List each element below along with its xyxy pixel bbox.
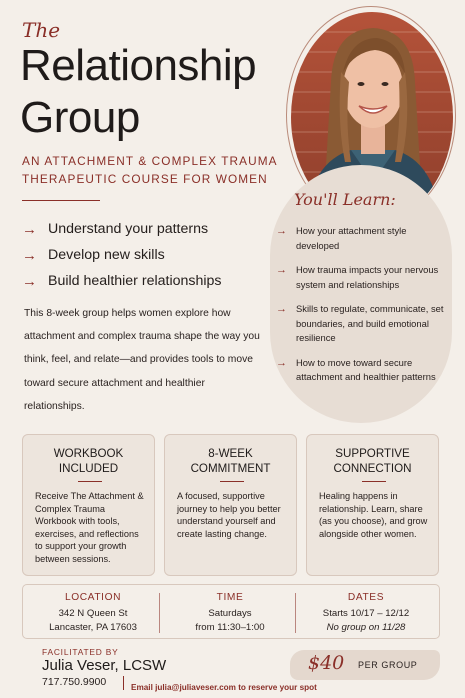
info-dates	[301, 591, 431, 635]
info-line: Starts 10/17 – 12/12	[322, 608, 410, 619]
benefit-list	[22, 216, 222, 294]
learn-item	[276, 356, 446, 385]
info-heading: LOCATION	[64, 592, 122, 603]
info-time	[165, 591, 295, 635]
card-title-line: WORKBOOK	[53, 447, 124, 460]
arrow-right-icon: →	[22, 272, 37, 290]
facilitator-phone[interactable]: 717.750.9900	[42, 676, 107, 688]
arrow-right-icon: →	[276, 225, 287, 237]
card-title	[23, 446, 154, 476]
subtitle: AN ATTACHMENT & COMPLEX TRAUMA THERAPEUTIC COURSE FOR WOMEN	[22, 154, 277, 186]
info-line: from 11:30–1:00	[195, 622, 265, 633]
benefit-item	[22, 268, 222, 294]
info-line: 342 N Queen St	[58, 608, 128, 619]
title-group: Group	[20, 93, 140, 142]
learn-item	[276, 302, 446, 346]
footer-divider	[123, 676, 124, 690]
title-script-the: The	[22, 18, 61, 42]
arrow-right-icon: →	[276, 303, 287, 315]
learn-item	[276, 263, 446, 292]
learn-title: You'll Learn:	[294, 190, 396, 209]
arrow-right-icon: →	[276, 264, 287, 276]
card-divider	[78, 481, 102, 482]
card-connection	[306, 434, 439, 576]
learn-item	[276, 224, 446, 253]
benefit-label: Understand your patterns	[48, 221, 209, 237]
email-reserve-link[interactable]: Email julia@juliaveser.com to reserve your spot	[131, 683, 317, 692]
card-title	[165, 446, 296, 476]
learn-item-text: How your attachment style developed	[296, 225, 407, 251]
benefit-label: Develop new skills	[48, 247, 165, 263]
card-body: A focused, supportive journey to help you better understand yourself and create lasting change.	[177, 491, 281, 539]
learn-item-text: How trauma impacts your nervous system and relationships	[296, 264, 439, 290]
card-divider	[362, 481, 386, 482]
info-line: Saturdays	[208, 608, 252, 619]
card-title-line: CONNECTION	[333, 462, 412, 475]
arrow-right-icon: →	[276, 356, 287, 369]
card-body: Healing happens in relationship. Learn, share (as you choose), and grow alongside other women.	[319, 491, 428, 539]
card-title-line: SUPPORTIVE	[335, 447, 410, 460]
card-title-line: COMMITMENT	[190, 462, 271, 475]
price-amount: $40	[308, 652, 345, 674]
benefit-item	[22, 242, 222, 268]
card-title-line: 8-WEEK	[208, 447, 253, 460]
arrow-right-icon: →	[22, 220, 37, 238]
info-heading: TIME	[216, 592, 244, 603]
info-line: No group on 11/28	[326, 622, 406, 633]
learn-list	[276, 224, 446, 395]
learn-item-text: Skills to regulate, communicate, set boundaries, and build emotional resilience	[296, 303, 444, 343]
learn-item-text: How to move toward secure attachment and healthier patterns	[296, 356, 436, 382]
title-relationship: Relationship	[20, 41, 257, 90]
arrow-right-icon: →	[22, 246, 37, 264]
card-commitment	[164, 434, 297, 576]
card-title	[307, 446, 438, 476]
info-location	[33, 591, 153, 635]
info-bar	[22, 584, 440, 639]
benefit-item	[22, 216, 222, 242]
price-label: PER GROUP	[358, 660, 418, 670]
info-divider	[295, 593, 296, 633]
info-heading: DATES	[347, 592, 385, 603]
facilitated-by-label: FACILITATED BY	[42, 647, 119, 657]
card-divider	[220, 481, 244, 482]
card-workbook	[22, 434, 155, 576]
intro-paragraph: This 8-week group helps women explore how attachment and complex trauma shape the way you think, feel, and relate—and provides tools to move toward secure attachment and healthier relationships.	[24, 308, 260, 412]
benefit-label: Build healthier relationships	[48, 273, 222, 289]
card-title-line: INCLUDED	[58, 462, 119, 475]
title-divider	[22, 200, 100, 201]
info-line: Lancaster, PA 17603	[49, 622, 137, 633]
info-divider	[159, 593, 160, 633]
card-body: Receive The Attachment & Complex Trauma Workbook with tools, exercises, and reflections to support your growth between sessions.	[35, 491, 144, 564]
facilitator-name: Julia Veser, LCSW	[42, 657, 167, 674]
